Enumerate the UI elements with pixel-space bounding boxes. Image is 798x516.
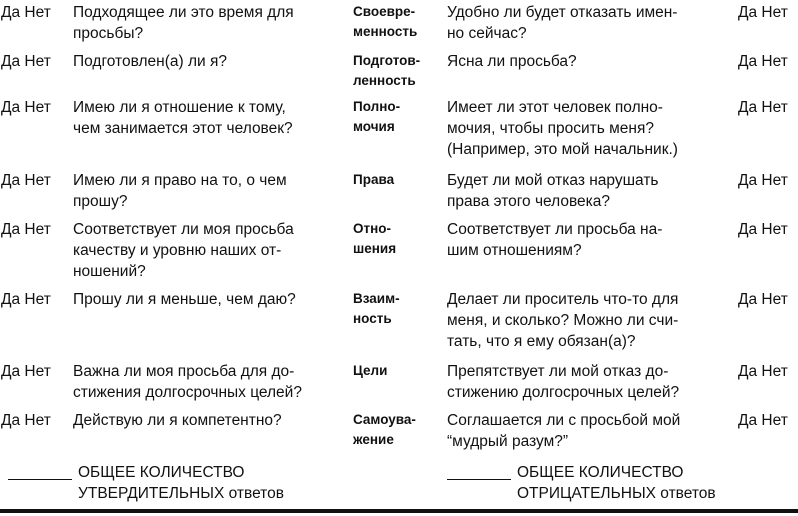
category-label: Права (353, 172, 395, 187)
right-question: Соответствует ли просьба на- шим отношениям? (447, 221, 663, 259)
left-question: Имею ли я отношение к тому, чем занимается этот человек? (73, 99, 293, 137)
left-question: Имею ли я право на то, о чем прошу? (73, 172, 287, 210)
category-label: Самоува- жение (353, 412, 416, 447)
left-yes-no: Да Нет (1, 99, 51, 116)
right-yes-no: Да Нет (738, 291, 788, 308)
right-question: Ясна ли просьба? (447, 53, 577, 70)
left-question: Прошу ли я меньше, чем даю? (73, 291, 296, 308)
right-total-blank[interactable] (447, 479, 511, 480)
right-yes-no: Да Нет (738, 363, 788, 380)
right-yes-no: Да Нет (738, 53, 788, 70)
left-question: Подготовлен(а) ли я? (73, 53, 227, 70)
right-question: Удобно ли будет отказать имен- но сейчас? (447, 4, 678, 42)
left-yes-no: Да Нет (1, 363, 51, 380)
left-yes-no: Да Нет (1, 221, 51, 238)
category-label: Подготов- ленность (353, 53, 421, 88)
right-yes-no: Да Нет (738, 99, 788, 116)
left-total-label: ОБЩЕЕ КОЛИЧЕСТВО УТВЕРДИТЕЛЬНЫХ ответов (78, 464, 284, 502)
bottom-rule (0, 509, 798, 513)
left-yes-no: Да Нет (1, 4, 51, 21)
left-yes-no: Да Нет (1, 172, 51, 189)
left-question: Подходящее ли это время для просьбы? (73, 4, 294, 42)
right-total-label: ОБЩЕЕ КОЛИЧЕСТВО ОТРИЦАТЕЛЬНЫХ ответов (517, 464, 716, 502)
right-question: Соглашается ли с просьбой мой “мудрый разум?” (447, 412, 681, 450)
left-total-blank[interactable] (8, 479, 72, 480)
left-yes-no: Да Нет (1, 291, 51, 308)
category-label: Своевре- менность (353, 4, 418, 39)
right-question: Препятствует ли мой отказ до- стижению долгосрочных целей? (447, 363, 680, 401)
category-label: Взаим- ность (353, 291, 400, 326)
category-label: Цели (353, 363, 388, 378)
category-label: Отно- шения (353, 221, 397, 256)
right-question: Делает ли проситель что-то для меня, и сколько? Можно ли счи- тать, что я ему обязан(а)? (447, 291, 679, 350)
right-yes-no: Да Нет (738, 172, 788, 189)
right-question: Будет ли мой отказ нарушать права этого человека? (447, 172, 659, 210)
category-label: Полно- мочия (353, 99, 401, 134)
left-yes-no: Да Нет (1, 412, 51, 429)
right-yes-no: Да Нет (738, 4, 788, 21)
left-yes-no: Да Нет (1, 53, 51, 70)
left-question: Соответствует ли моя просьба качеству и уровню наших от- ношений? (73, 221, 294, 280)
right-yes-no: Да Нет (738, 221, 788, 238)
left-question: Действую ли я компетентно? (73, 412, 282, 429)
right-yes-no: Да Нет (738, 412, 788, 429)
right-question: Имеет ли этот человек полно- мочия, чтобы просить меня? (Например, это мой начальник.) (447, 99, 678, 158)
left-question: Важна ли моя просьба для до- стижения долгосрочных целей? (73, 363, 302, 401)
